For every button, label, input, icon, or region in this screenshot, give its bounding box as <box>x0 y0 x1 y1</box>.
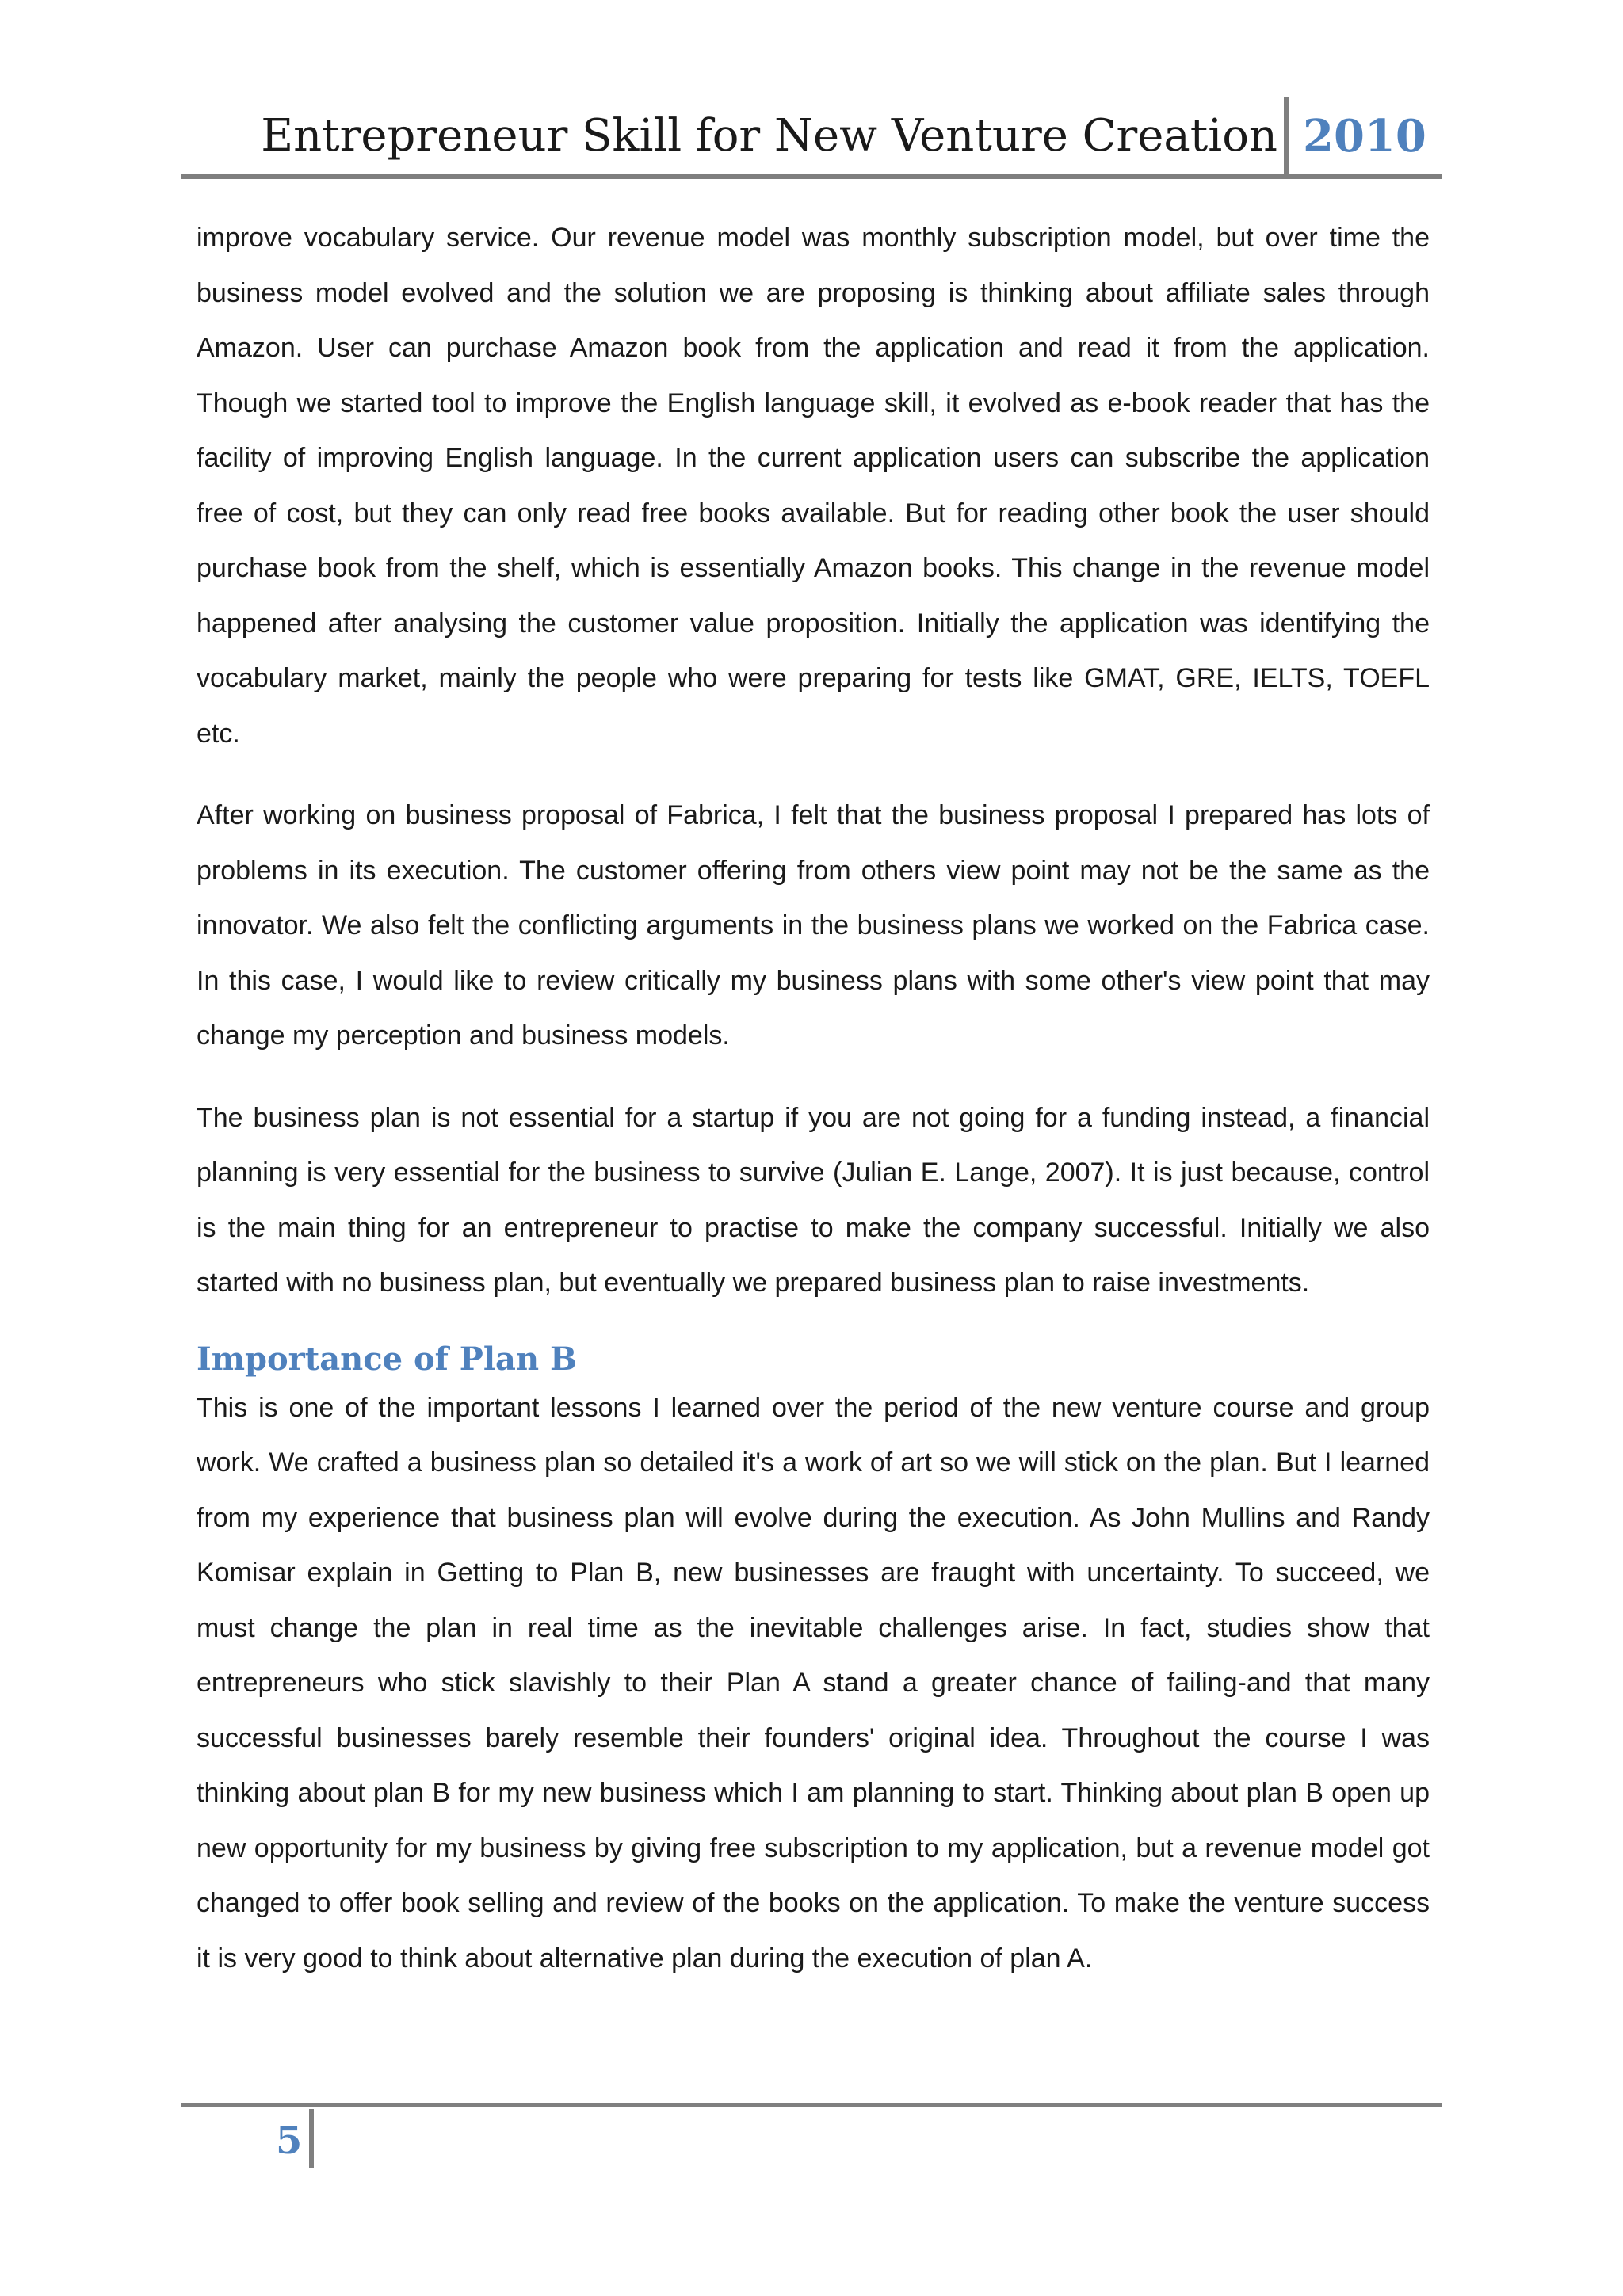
page-number: 5 <box>276 2119 303 2163</box>
footer-rule <box>181 2103 1442 2107</box>
page-body <box>197 211 1430 2013</box>
paragraph: The business plan is not essential for a startup if you are not going for a funding instead, a financial planning is very essential for the business to survive (Julian E. Lange, 2007). It is just because, control is the main thing for an entrepreneur to practise to make the company successful. Initially we also started with no business plan, but eventually we prepared business plan to raise investments. <box>197 1102 1430 1298</box>
section-heading: Importance of Plan B <box>197 1340 577 1378</box>
section-paragraph: This is one of the important lessons I learned over the period of the new venture course and group work. We crafted a business plan so detailed it's a work of art so we will stick on the plan. But I learned from my experience that business plan will evolve during the execution. As John Mullins and Randy Komisar explain in Getting to Plan B, new businesses are fraught with uncertainty. To succeed, we must change the plan in real time as the inevitable challenges arise. In fact, studies show that entrepreneurs who stick slavishly to their Plan A stand a greater chance of failing-and that many successful businesses barely resemble their founders' original idea. Throughout the course I was thinking about plan B for my new business which I am planning to start. Thinking about plan B open up new opportunity for my business by giving free subscription to my application, but a revenue model got changed to offer book selling and review of the books on the application. To make the venture success it is very good to think about alternative plan during the execution of plan A. <box>197 1392 1430 1974</box>
page-header <box>181 93 1442 181</box>
footer-divider <box>309 2109 314 2168</box>
paragraph: improve vocabulary service. Our revenue model was monthly subscription model, but over time the business model evolved and the solution we are proposing is thinking about affiliate sales through Amazon. User can purchase Amazon book from the application and read it from the application. Though we started tool to improve the English language skill, it evolved as e-book reader that has the facility of improving English language. In the current application users can subscribe the application free of cost, but they can only read free books available. But for reading other book the user should purchase book from the shelf, which is essentially Amazon books. This change in the revenue model happened after analysing the customer value proposition. Initially the application was identifying the vocabulary market, mainly the people who were preparing for tests like GMAT, GRE, IELTS, TOEFL etc. <box>197 223 1430 749</box>
paragraph: After working on business proposal of Fabrica, I felt that the business proposal I prepared has lots of problems in its execution. The customer offering from others view point may not be the same as the innovator. We also felt the conflicting arguments in the business plans we worked on the Fabrica case. In this case, I would like to review critically my business plans with some other's view point that may change my perception and business models. <box>197 800 1430 1051</box>
document-title: Entrepreneur Skill for New Venture Creation <box>261 110 1277 162</box>
header-divider <box>1284 97 1289 176</box>
header-rule <box>181 174 1442 179</box>
document-year: 2010 <box>1303 110 1426 162</box>
